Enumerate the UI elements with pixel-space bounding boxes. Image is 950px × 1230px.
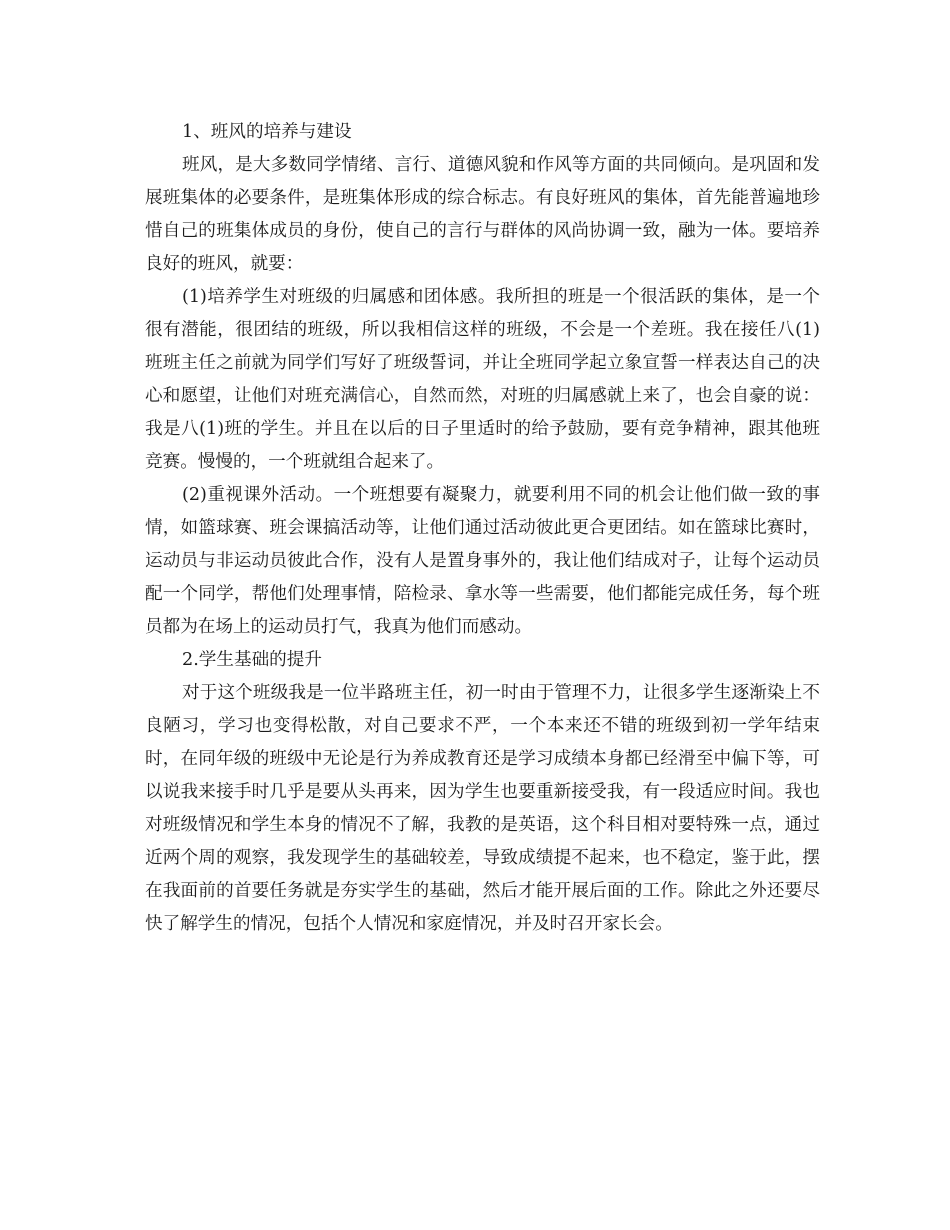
section-heading-student-foundation: 2.学生基础的提升: [182, 650, 322, 670]
paragraph-extracurricular-activities: (2)重视课外活动。一个班想要有凝聚力，就要利用不同的机会让他们做一致的事情，如篮球赛、班会课搞活动等，让他们通过活动彼此更合更团结。如在篮球比赛时，运动员与非运动员彼此合作，没有人是置身事外的，我让他们结成对子，让每个运动员配一个同学，帮他们处理事情，陪检录、拿水等一些需要，他们都能完成任务，每个班员都为在场上的运动员打气，我真为他们而感动。: [145, 485, 820, 637]
paragraph-belonging-sense: (1)培养学生对班级的归属感和团体感。我所担的班是一个很活跃的集体，是一个很有潜能，很团结的班级，所以我相信这样的班级，不会是一个差班。我在接任八(1)班班主任之前就为同学们写好了班级誓词，并让全班同学起立象宣誓一样表达自己的决心和愿望，让他们对班充满信心，自然而然，对班的归属感就上来了，也会自豪的说：我是八(1)班的学生。并且在以后的日子里适时的给予鼓励，要有竞争精神，跟其他班竞赛。慢慢的，一个班就组合起来了。: [145, 287, 820, 472]
paragraph-class-style-definition: 班风，是大多数同学情绪、言行、道德风貌和作风等方面的共同倾向。是巩固和发展班集体的必要条件，是班集体形成的综合标志。有良好班风的集体，首先能普遍地珍惜自己的班集体成员的身份，使自己的言行与群体的风尚协调一致，融为一体。要培养良好的班风，就要：: [145, 155, 820, 274]
document-body: [145, 116, 820, 941]
section-heading-class-style: 1、班风的培养与建设: [182, 122, 352, 142]
paragraph-student-foundation: 对于这个班级我是一位半路班主任，初一时由于管理不力，让很多学生逐渐染上不良陋习，学习也变得松散，对自己要求不严，一个本来还不错的班级到初一学年结束时，在同年级的班级中无论是行为养成教育还是学习成绩本身都已经滑至中偏下等，可以说我来接手时几乎是要从头再来，因为学生也要重新接受我，有一段适应时间。我也对班级情况和学生本身的情况不了解，我教的是英语，这个科目相对要特殊一点，通过近两个周的观察，我发现学生的基础较差，导致成绩提不起来，也不稳定，鉴于此，摆在我面前的首要任务就是夯实学生的基础，然后才能开展后面的工作。除此之外还要尽快了解学生的情况，包括个人情况和家庭情况，并及时召开家长会。: [145, 683, 820, 934]
